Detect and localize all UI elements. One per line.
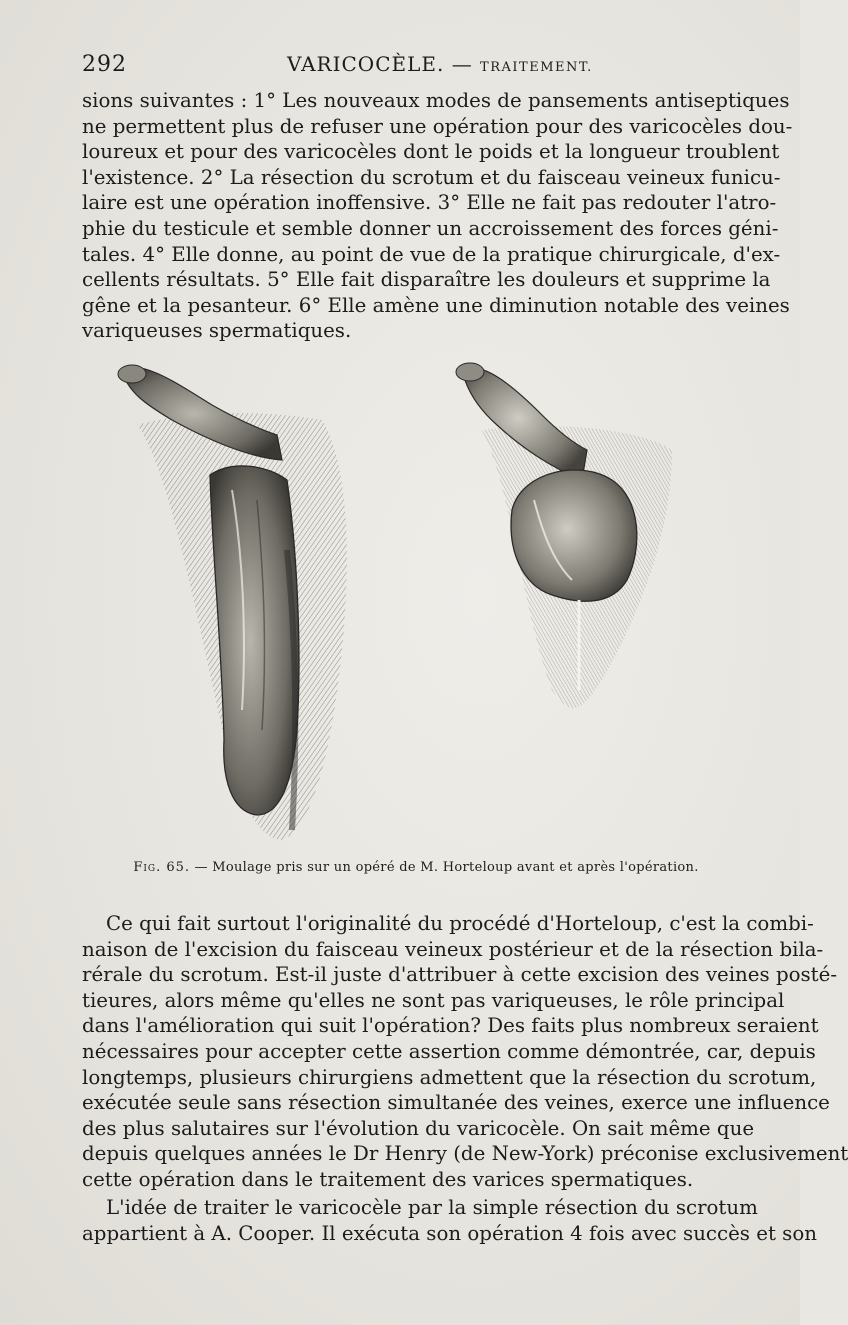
text-line: cette opération dans le traitement des varices spermatiques. <box>82 1167 694 1191</box>
text-line: des plus salutaires sur l'évolution du varicocèle. On sait même que <box>82 1116 755 1140</box>
text-line: ne permettent plus de refuser une opération pour des varicocèles dou- <box>82 114 793 138</box>
running-title-sub: TRAITEMENT. <box>480 60 593 75</box>
running-header <box>82 52 750 82</box>
paragraph-cooper <box>82 1195 817 1246</box>
text-line: loureux et pour des varicocèles dont le poids et la longueur troublent <box>82 140 780 164</box>
text-line: dans l'amélioration qui suit l'opération? Des faits plus nombreux seraient <box>82 1014 819 1038</box>
text-line: exécutée seule sans résection simultanée des veines, exerce une influence <box>82 1091 830 1115</box>
figure-engraving <box>82 350 750 855</box>
text-line: L'idée de traiter le varicocèle par la simple résection du scrotum <box>106 1196 758 1219</box>
page-number: 292 <box>82 52 127 77</box>
text-line: Ce qui fait surtout l'originalité du procédé d'Horteloup, c'est la combi- <box>106 912 814 935</box>
engraving-illustration <box>82 350 750 855</box>
text-line: cellents résultats. 5° Elle fait disparaître les douleurs et supprime la <box>82 268 771 292</box>
text-line: tieures, alors même qu'elles ne sont pas variqueuses, le rôle principal <box>82 988 785 1012</box>
running-title-dash: — <box>451 52 473 76</box>
paragraph-horteloup <box>82 911 848 1193</box>
text-line: naison de l'excision du faisceau veineux postérieur et de la résection bila- <box>82 937 824 961</box>
text-line: l'existence. 2° La résection du scrotum et du faisceau veineux funicu- <box>82 165 781 189</box>
figure-left-before <box>118 365 347 840</box>
text-line: tales. 4° Elle donne, au point de vue de la pratique chirurgicale, d'ex- <box>82 242 781 266</box>
text-line: appartient à A. Cooper. Il exécuta son opération 4 fois avec succès et son <box>82 1221 817 1245</box>
text-line: rérale du scrotum. Est-il juste d'attribuer à cette excision des veines posté- <box>82 963 838 987</box>
text-line: variqueuses spermatiques. <box>82 319 352 343</box>
paragraph-conclusions <box>82 88 793 344</box>
text-line: sions suivantes : 1° Les nouveaux modes de pansements antiseptiques <box>82 89 790 112</box>
figure-caption-text: — Moulage pris sur un opéré de M. Horteloup avant et après l'opération. <box>194 860 699 875</box>
running-title <box>287 52 593 76</box>
text-line: gêne et la pesanteur. 6° Elle amène une diminution notable des veines <box>82 293 790 317</box>
text-line: longtemps, plusieurs chirurgiens admettent que la résection du scrotum, <box>82 1065 817 1089</box>
figure-right-after <box>456 363 672 708</box>
text-line: laire est une opération inoffensive. 3° Elle ne fait pas redouter l'atro- <box>82 191 777 215</box>
text-line: phie du testicule et semble donner un accroissement des forces géni- <box>82 216 779 240</box>
text-line: depuis quelques années le Dr Henry (de New-York) préconise exclusivement <box>82 1142 848 1166</box>
figure-caption <box>82 860 750 875</box>
running-title-main: VARICOCÈLE. <box>287 52 445 76</box>
figure-label: Fig. 65. <box>133 860 191 875</box>
text-line: nécessaires pour accepter cette assertion comme démontrée, car, depuis <box>82 1039 816 1063</box>
